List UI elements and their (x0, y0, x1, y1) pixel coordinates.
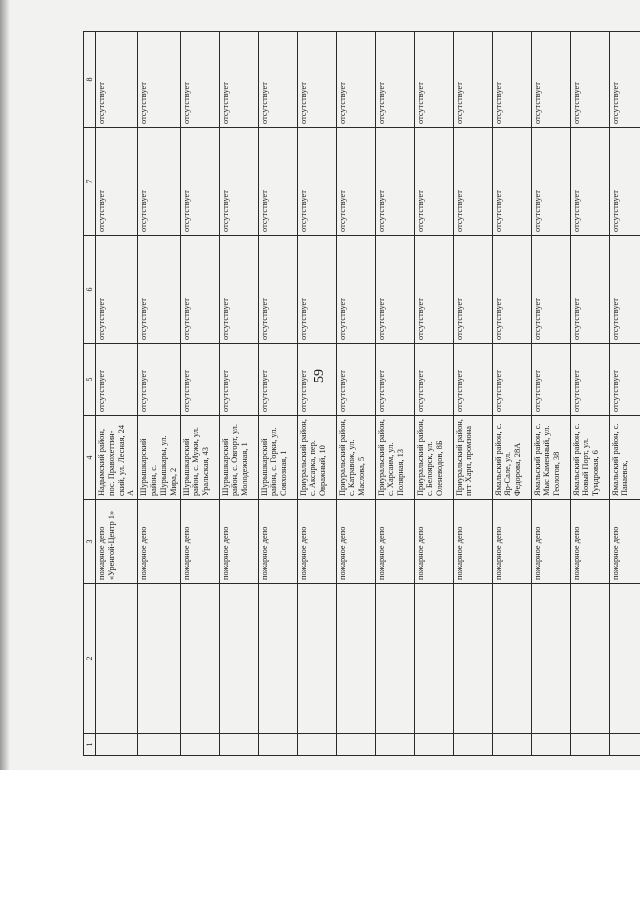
fire-stations-table (83, 31, 640, 756)
column-6-cell: отсутствует (180, 236, 219, 344)
column-5-cell: отсутствует (609, 344, 640, 416)
column-8-cell: отсутствует (375, 32, 414, 128)
row-empty-cell (96, 584, 138, 734)
column-8-cell: отсутствует (297, 32, 336, 128)
column-6-cell: отсутствует (570, 236, 609, 344)
row-empty-cell (609, 734, 640, 756)
column-6-cell: отсутствует (453, 236, 492, 344)
row-empty-cell (336, 734, 375, 756)
table-row (492, 32, 531, 756)
station-address-cell: Ямальский район, с. Мыс Каменный, ул. Геологов, 38 (531, 416, 570, 500)
table-body (96, 32, 640, 756)
station-name-cell: пожарное депо (609, 500, 640, 584)
table-row (297, 32, 336, 756)
row-empty-cell (414, 584, 453, 734)
column-5-cell: отсутствует (336, 344, 375, 416)
column-number: 4 (84, 416, 96, 500)
row-empty-cell (453, 584, 492, 734)
column-number: 7 (84, 128, 96, 236)
station-name-cell: пожарное депо (570, 500, 609, 584)
row-empty-cell (219, 584, 258, 734)
column-number: 3 (84, 500, 96, 584)
row-empty-cell (297, 584, 336, 734)
station-name-cell: пожарное депо (138, 500, 180, 584)
page-number: 59 (312, 369, 327, 383)
station-address-cell: Приуральский район, с. Аксарка, пер. Овражный, 10 (297, 416, 336, 500)
table-row (138, 32, 180, 756)
table-row (609, 32, 640, 756)
station-name-cell: пожарное депо (492, 500, 531, 584)
table-row (570, 32, 609, 756)
column-number: 8 (84, 32, 96, 128)
row-empty-cell (375, 584, 414, 734)
column-5-cell: отсутствует (570, 344, 609, 416)
column-5-cell: отсутствует (531, 344, 570, 416)
station-name-cell: пожарное депо (336, 500, 375, 584)
rotated-table-container (83, 32, 630, 756)
column-5-cell: отсутствует (297, 344, 336, 416)
row-empty-cell (492, 734, 531, 756)
column-number: 5 (84, 344, 96, 416)
column-7-cell: отсутствует (531, 128, 570, 236)
table-row (219, 32, 258, 756)
scan-edge-shadow (0, 0, 10, 770)
row-empty-cell (453, 734, 492, 756)
station-address-cell: Приуральский район, пгт Харп, промзона (453, 416, 492, 500)
column-8-cell: отсутствует (492, 32, 531, 128)
column-7-cell: отсутствует (96, 128, 138, 236)
column-7-cell: отсутствует (138, 128, 180, 236)
row-empty-cell (180, 734, 219, 756)
station-name-cell: пожарное депо (375, 500, 414, 584)
column-7-cell: отсутствует (375, 128, 414, 236)
station-name-cell: пожарное депо (453, 500, 492, 584)
station-address-cell: Шурышкарский район, с. Мужи, ул. Уральская, 43 (180, 416, 219, 500)
column-7-cell: отсутствует (414, 128, 453, 236)
row-empty-cell (258, 734, 297, 756)
column-number: 6 (84, 236, 96, 344)
column-8-cell: отсутствует (570, 32, 609, 128)
column-6-cell: отсутствует (258, 236, 297, 344)
column-5-cell: отсутствует (453, 344, 492, 416)
column-6-cell: отсутствует (219, 236, 258, 344)
station-name-cell: пожарное депо (258, 500, 297, 584)
row-empty-cell (375, 734, 414, 756)
row-empty-cell (531, 734, 570, 756)
table-row (336, 32, 375, 756)
column-7-cell: отсутствует (570, 128, 609, 236)
station-name-cell: пожарное депо (219, 500, 258, 584)
column-number: 1 (84, 734, 96, 756)
row-empty-cell (180, 584, 219, 734)
station-address-cell: Надымский район, пос. Правохеттин-ский, ул. Лесная, 24 А (96, 416, 138, 500)
column-8-cell: отсутствует (96, 32, 138, 128)
row-empty-cell (336, 584, 375, 734)
column-6-cell: отсутствует (414, 236, 453, 344)
column-6-cell: отсутствует (297, 236, 336, 344)
column-8-cell: отсутствует (414, 32, 453, 128)
station-address-cell: Шурышкарский район, с. Горки, ул. Совхозная, 1 (258, 416, 297, 500)
column-6-cell: отсутствует (492, 236, 531, 344)
column-7-cell: отсутствует (336, 128, 375, 236)
column-5-cell: отсутствует (96, 344, 138, 416)
column-5-cell: отсутствует (258, 344, 297, 416)
row-empty-cell (570, 734, 609, 756)
row-empty-cell (570, 584, 609, 734)
column-6-cell: отсутствует (138, 236, 180, 344)
station-address-cell: Приуральский район, с. Белоярск, ул. Оленеводов, 8Б (414, 416, 453, 500)
station-address-cell: Приуральский район, с. Катравож, ул. Маслова, 5 (336, 416, 375, 500)
column-8-cell: отсутствует (258, 32, 297, 128)
row-empty-cell (138, 584, 180, 734)
station-name-cell: пожарное депо (297, 500, 336, 584)
column-5-cell: отсутствует (138, 344, 180, 416)
station-name-cell: пожарное депо (531, 500, 570, 584)
column-6-cell: отсутствует (531, 236, 570, 344)
column-8-cell: отсутствует (336, 32, 375, 128)
table-row (258, 32, 297, 756)
column-5-cell: отсутствует (375, 344, 414, 416)
station-name-cell: пожарное депо (180, 500, 219, 584)
table-row (414, 32, 453, 756)
table-row (96, 32, 138, 756)
column-7-cell: отсутствует (453, 128, 492, 236)
table-row (180, 32, 219, 756)
row-empty-cell (414, 734, 453, 756)
row-empty-cell (609, 584, 640, 734)
table-row (375, 32, 414, 756)
column-8-cell: отсутствует (219, 32, 258, 128)
row-empty-cell (531, 584, 570, 734)
row-empty-cell (96, 734, 138, 756)
station-address-cell: Ямальский район, с. Яр-Сале, ул. Федорова, 28А (492, 416, 531, 500)
column-7-cell: отсутствует (609, 128, 640, 236)
row-empty-cell (492, 584, 531, 734)
column-6-cell: отсутствует (375, 236, 414, 344)
column-7-cell: отсутствует (492, 128, 531, 236)
column-6-cell: отсутствует (336, 236, 375, 344)
row-empty-cell (219, 734, 258, 756)
column-8-cell: отсутствует (609, 32, 640, 128)
station-address-cell: Ямальский район, с. Панаевск, (609, 416, 640, 500)
station-name-cell: пожарное депо (414, 500, 453, 584)
column-6-cell: отсутствует (96, 236, 138, 344)
station-name-cell: пожарное депо «Уренгой-Центр 1» (96, 500, 138, 584)
column-8-cell: отсутствует (531, 32, 570, 128)
column-number-row (84, 32, 96, 756)
column-7-cell: отсутствует (180, 128, 219, 236)
station-address-cell: Шурышкарский район, с. Шурышкары, ул. Мира, 2 (138, 416, 180, 500)
column-5-cell: отсутствует (219, 344, 258, 416)
column-number: 2 (84, 584, 96, 734)
column-5-cell: отсутствует (492, 344, 531, 416)
table-row (453, 32, 492, 756)
row-empty-cell (297, 734, 336, 756)
column-8-cell: отсутствует (180, 32, 219, 128)
column-8-cell: отсутствует (138, 32, 180, 128)
column-6-cell: отсутствует (609, 236, 640, 344)
column-5-cell: отсутствует (414, 344, 453, 416)
station-address-cell: Ямальский район, с. Новый Порт, ул. Тундровая, 6 (570, 416, 609, 500)
column-8-cell: отсутствует (453, 32, 492, 128)
column-7-cell: отсутствует (219, 128, 258, 236)
station-address-cell: Приуральский район, с. Харсаим, ул. Полярная, 13 (375, 416, 414, 500)
table-row (531, 32, 570, 756)
row-empty-cell (138, 734, 180, 756)
row-empty-cell (258, 584, 297, 734)
station-address-cell: Шурышкарский район, с. Овгорт, ул. Молодежная, 1 (219, 416, 258, 500)
column-7-cell: отсутствует (258, 128, 297, 236)
column-5-cell: отсутствует (180, 344, 219, 416)
column-7-cell: отсутствует (297, 128, 336, 236)
